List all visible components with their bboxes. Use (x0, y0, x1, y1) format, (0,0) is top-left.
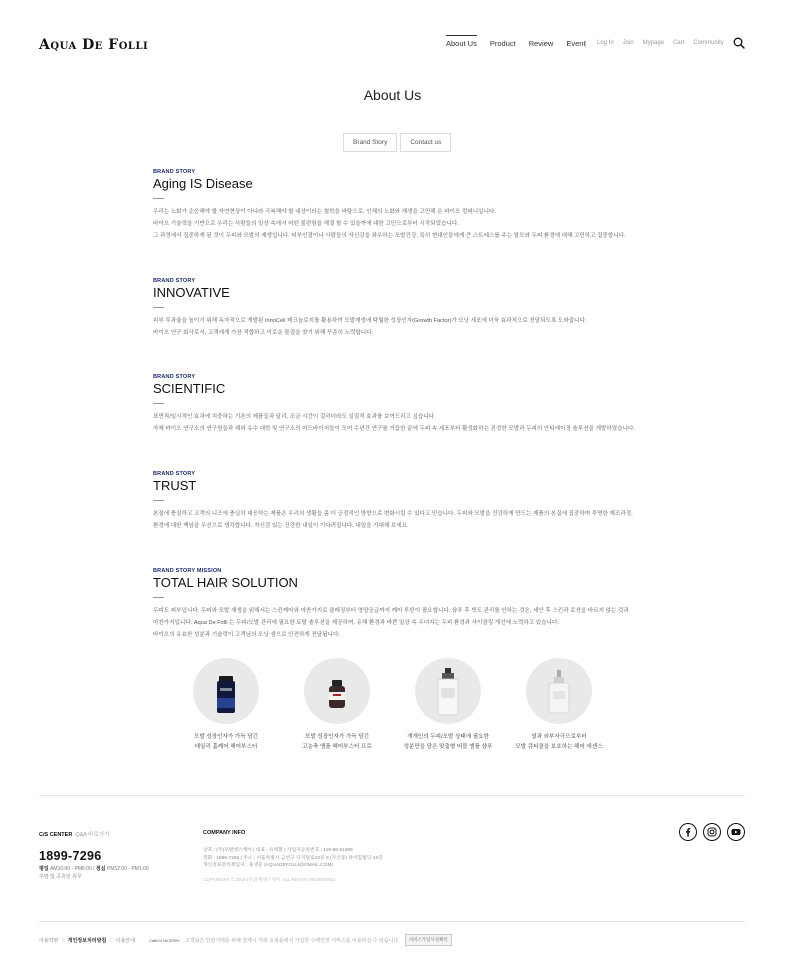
youtube-icon[interactable] (727, 823, 745, 841)
section-body (153, 315, 653, 339)
section-body (153, 411, 653, 435)
product-bottle-icon (526, 658, 592, 724)
cs-phone: 1899-7296 (39, 849, 102, 863)
footer-bottom-bar: 이용약관 | 개인정보처리방침 | 이용안내 Cafe24 NICEPAY 고객님은 안전거래를 위해 결제시 저희 쇼핑몰에서 가입한 구매안전 서비스를 이용하실 수 있습니다. 서비스가입사실확인 (39, 934, 452, 946)
terms-link[interactable]: 이용약관 (39, 937, 59, 944)
section-line: 본질에 충실하고 고객의 니즈에 충실히 대응하는 제품은 우리의 생활을 좀 더 긍정적인 방향으로 변화시킬 수 있다고 믿습니다. 두피와 모발을 건강하게 만드는 제품의 본질에 집중하며 투명한 제조과정, (153, 511, 633, 517)
product-bottle-icon (415, 658, 481, 724)
product-card[interactable] (181, 658, 271, 752)
section-aging (153, 169, 653, 243)
cs-center-title: C/S CENTER Q&A 바로가기 (39, 832, 110, 838)
section-divider (153, 500, 164, 501)
footer-divider (39, 795, 745, 796)
product-card[interactable] (514, 658, 604, 752)
section-line: 피부 투과율을 높이기 위해 독자적으로 개발된 InnoCell 테크놀로지를 활용하여 모발재생에 탁월한 성장인자(Growth Factor)가 모낭 세포에 더욱 효과적으로 전달되도록 도와줍니다. (153, 318, 587, 324)
guide-link[interactable]: 이용안내 (115, 937, 135, 944)
section-line: 마찬가지입니다. Aqua De Folli 는 두피/모발 관리에 필요한 토탈 솔루션을 제공하며, 유해 환경과 바쁜 일상 속 우녀지는 두피 환경과 사이클링 개선에 노력하고 있습니다. (153, 620, 559, 627)
footer-bottom-divider (39, 921, 745, 922)
product-caption: 모발 성장인자가 가득 담긴 데일리 홈케어 헤어부스터 (193, 734, 259, 750)
section-innovative (153, 278, 653, 339)
main-nav (446, 39, 599, 50)
section-body (153, 508, 653, 532)
section-divider (153, 597, 164, 598)
nav-divider (585, 40, 586, 48)
section-kicker: BRAND STORY (153, 278, 196, 284)
utility-nav (597, 40, 733, 46)
escrow-verify-button[interactable]: 서비스가입사실확인 (405, 934, 452, 946)
section-divider (153, 403, 164, 404)
section-total-hair-solution (153, 568, 653, 642)
section-scientific (153, 374, 653, 435)
product-caption: 열과 외부자극으로부터 모발 큐티클을 보호하는 헤어 에센스 (515, 734, 603, 750)
section-line: 자체 바이오 연구소의 연구원들과 해외 유수 대학 및 연구소의 어드바이저들이 모여 수년간 연구를 거듭한 끝에 두피 속 세포부터 활성화하는 진정한 모발과 두피의 안티에이징 솔루션을 개발하였습니다. (153, 426, 635, 433)
nav-community[interactable]: Community (693, 40, 724, 46)
company-info: 상호 : (주)모발엔스케어 | 대표 : 유벽환 | 사업자등록번호 : 119-86-51965 전화 : 1899-7296 | 주소 : 서울특별시 금천구 디지털로10길 9 (가산동) 하이힐빌딩 12층 개인정보관리책임자 : 홍생준 (AQUADEFOLLI@GMAIL.COM) (203, 848, 383, 868)
product-card[interactable] (403, 658, 493, 752)
section-line: 환경에 대한 책임을 우선으로 생각합니다. 자신감 있는 건강한 내일이 기다려집니다. 내일을 기대해 보세요. (153, 523, 409, 530)
nav-login[interactable]: Log In (597, 40, 614, 46)
section-trust (153, 471, 653, 532)
escrow-logo: Cafe24 NICEPAY (148, 937, 180, 943)
logo[interactable]: Aqua De Folli (39, 37, 149, 53)
section-heading: TOTAL HAIR SOLUTION (153, 575, 298, 590)
copyright: COPYRIGHT © 2019 (주)모발엔스케어. ALL RIGHTS RESERVED. (203, 877, 336, 882)
facebook-icon[interactable] (679, 823, 697, 841)
section-kicker: BRAND STORY (153, 374, 196, 380)
nav-event[interactable]: Event (566, 39, 586, 48)
section-heading: INNOVATIVE (153, 285, 230, 300)
nav-review[interactable]: Review (528, 39, 554, 48)
product-caption: 모발 성장인자가 가득 담긴 고농축 앰플 헤어부스터 프로 (302, 734, 372, 750)
privacy-link[interactable]: 개인정보처리방침 (67, 937, 107, 944)
section-kicker: BRAND STORY (153, 169, 196, 175)
section-heading: TRUST (153, 478, 197, 493)
section-body (153, 206, 653, 243)
nav-cart[interactable]: Cart (673, 40, 685, 46)
cs-hours: 평일 AM10:00 - PM6:00 / 점심 PM12:00 - PM1:00 주말 및 공휴일 휴무 (39, 866, 149, 880)
nav-about-us[interactable]: About Us (446, 35, 477, 50)
nav-join[interactable]: Join (622, 40, 634, 46)
product-caption: 개개인의 두피/모발 상태에 필요한 성분만을 담은 맞춤형 버블 앰플 샴푸 (403, 734, 493, 750)
escrow-text: 고객님은 안전거래를 위해 결제시 저희 쇼핑몰에서 가입한 구매안전 서비스를 이용하실 수 있습니다. (184, 937, 400, 944)
section-line: 바이오의 유효한 성분과 기술력이 고객님의 모낭 샘으로 안전하게 전달됩니다. (153, 632, 340, 639)
product-image[interactable] (415, 658, 481, 724)
section-line: 그 과정에서 집중하게 된 것이 두피와 모발의 재생입니다. 피부인결이나 사람들의 자신감을 좌우하는 모발건강, 특히 현대인들에게 큰 스트레스를 주는 탈모와 두피 환경에 대해 고민하고 집중합니다. (153, 233, 626, 240)
qna-link[interactable]: Q&A 바로가기 (75, 832, 110, 838)
section-divider (153, 198, 164, 199)
escrow-info (149, 934, 452, 946)
section-line: 두피도 피부입니다. 두피와 모발 재생을 위해서는 스킨케어와 마찬가지로 클레징부터 영양공급까지 케어 루틴이 필요합니다. 샴푸 후 빗도 관리를 안하는 것은, 세안 후 스킨과 로션을 바르지 않는 것과 (153, 608, 629, 614)
section-body (153, 605, 653, 642)
product-image[interactable] (526, 658, 592, 724)
search-icon[interactable] (733, 37, 745, 49)
page-title: About Us (363, 87, 422, 103)
section-line: 표면적/일시적인 효과에 치중하는 기존의 제품들과 달리, 조금 시간이 걸리더라도 실질적 효과를 보여드리고 싶습니다. (153, 414, 436, 420)
section-kicker: BRAND STORY (153, 471, 196, 477)
product-bottle-icon (304, 658, 370, 724)
section-divider (153, 307, 164, 308)
product-image[interactable] (304, 658, 370, 724)
page-tabs (343, 133, 451, 152)
instagram-icon[interactable] (703, 823, 721, 841)
section-heading: SCIENTIFIC (153, 381, 226, 396)
nav-mypage[interactable]: Mypage (642, 40, 665, 46)
product-list (193, 658, 613, 758)
nav-product[interactable]: Product (489, 39, 516, 48)
section-heading: Aging IS Disease (153, 176, 253, 191)
section-line: 바이오 연구 회사로서, 고객에게 가장 적합하고 이로운 물질을 찾기 위해 꾸준히 노력합니다. (153, 330, 374, 337)
product-image[interactable] (193, 658, 259, 724)
tab-contact-us[interactable]: Contact us (400, 133, 451, 152)
tab-brand-story[interactable]: Brand Story (343, 133, 397, 152)
product-bottle-icon (193, 658, 259, 724)
section-line: 바이오 기술력을 기반으로 우리는 사람들의 일상 속에서 어떤 불편함을 해결 할 수 있을까에 대한 고민으로부터 시작되었습니다. (153, 221, 459, 228)
company-info-title: COMPANY INFO (203, 830, 246, 836)
site-header (0, 0, 785, 80)
section-line: 우리는 노화가 순응해야 할 자연현상이 아니라 극복해야 할 대상이라는 철학을 바탕으로, 인체의 노화와 재생을 고민해 온 바이오 컴퍼니입니다. (153, 209, 496, 215)
product-card[interactable] (292, 658, 382, 752)
section-kicker: BRAND STORY MISSION (153, 568, 222, 574)
